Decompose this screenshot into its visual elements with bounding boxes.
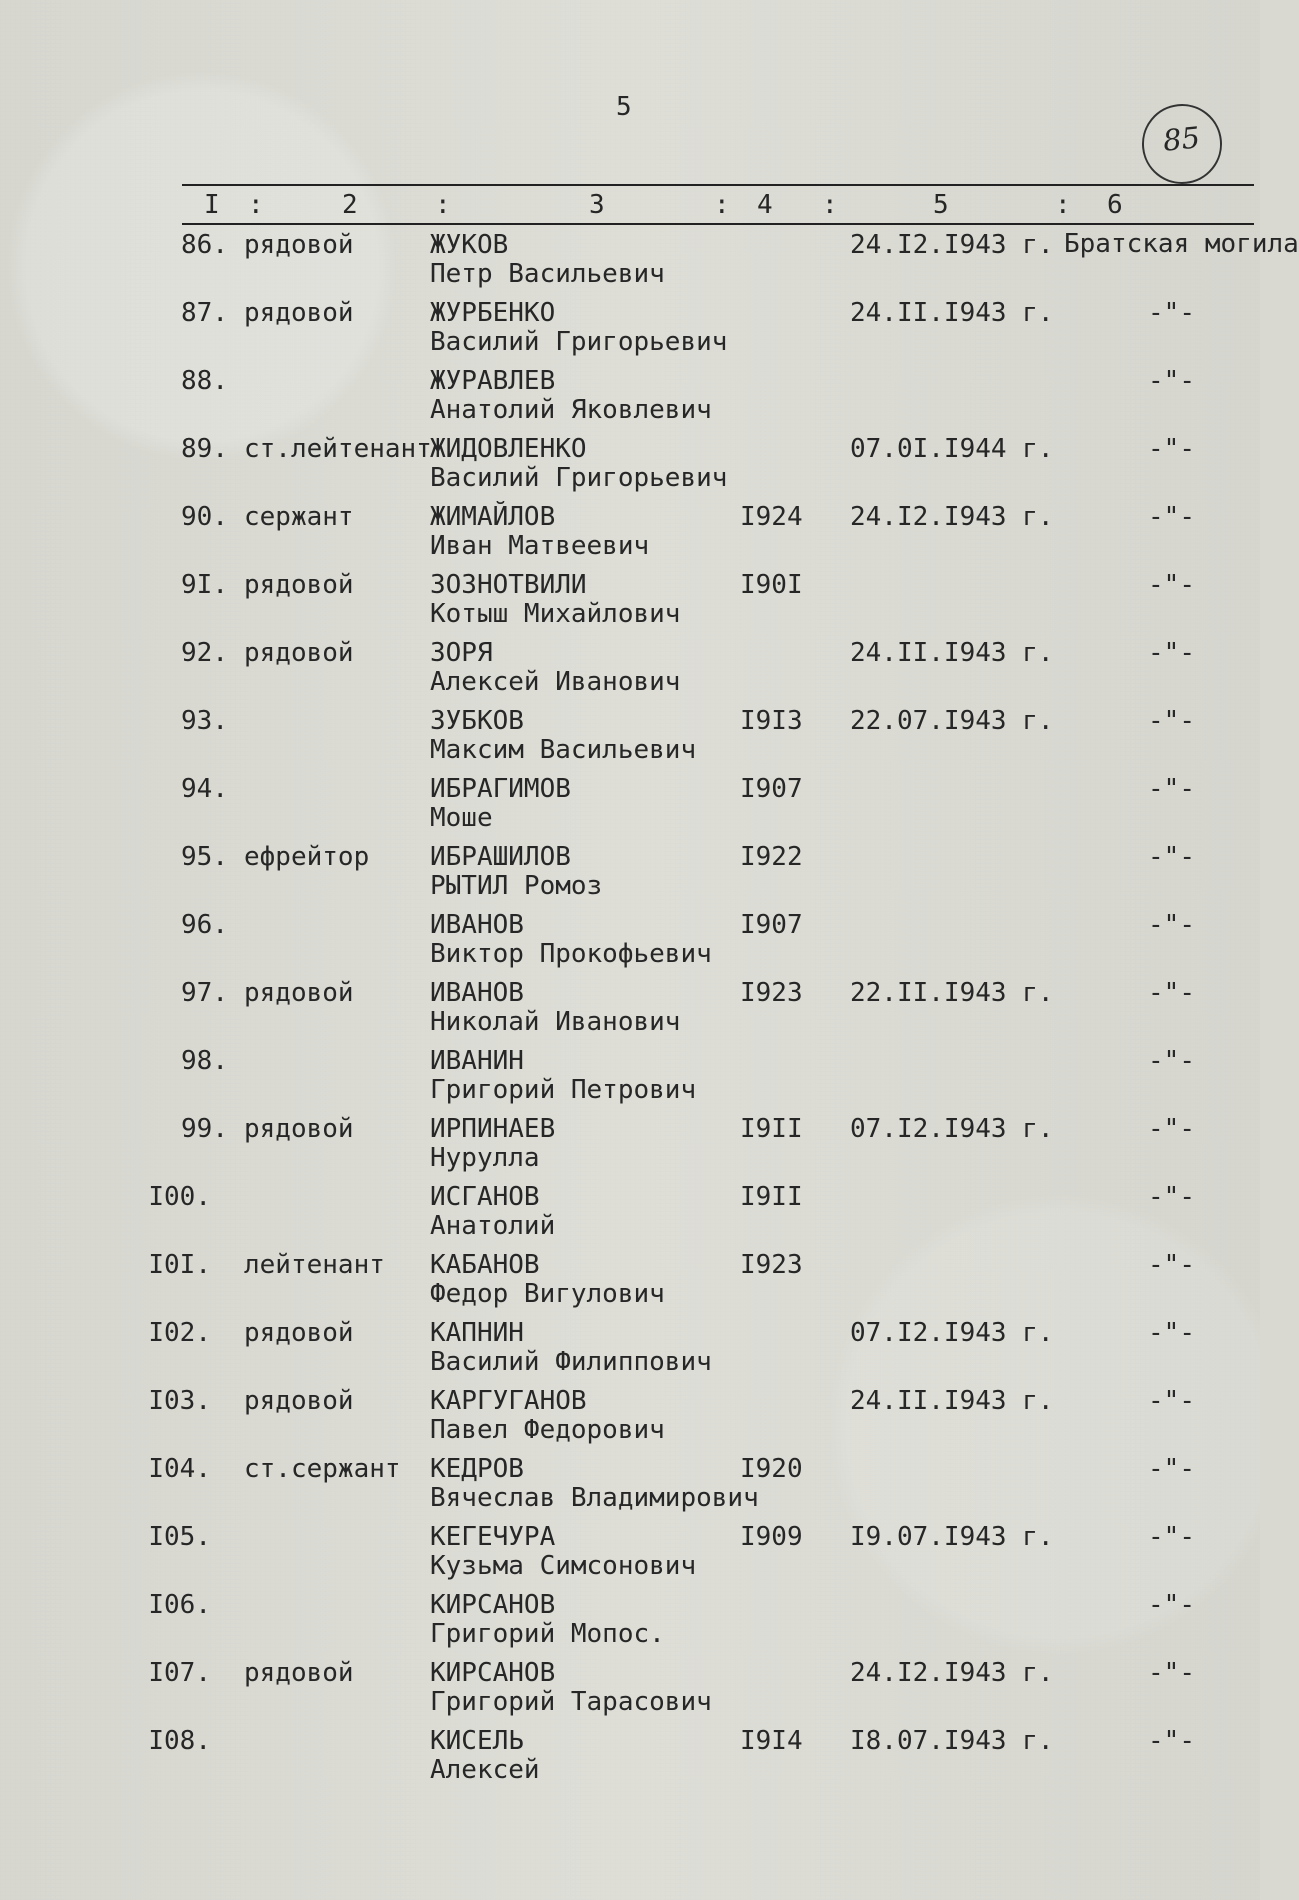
birth-year: I923 — [740, 978, 803, 1008]
birth-year: I923 — [740, 1250, 803, 1280]
military-rank: ст.лейтенант — [244, 434, 432, 464]
record-number: 9I. — [181, 570, 228, 600]
given-name: Павел Федорович — [430, 1415, 665, 1445]
burial-place: -"- — [1148, 1386, 1195, 1416]
burial-place: Братская могила — [1064, 229, 1299, 259]
death-date: 24.II.I943 г. — [850, 1386, 1054, 1416]
record-row — [0, 638, 1260, 706]
column-header-3: 3 — [589, 190, 605, 220]
record-number: 86. — [181, 230, 228, 260]
record-number: 90. — [181, 502, 228, 532]
military-rank: рядовой — [244, 230, 354, 260]
column-header-5: 5 — [933, 190, 949, 220]
given-name: Николай Иванович — [430, 1007, 681, 1037]
record-row — [0, 1522, 1260, 1590]
given-name: Нурулла — [430, 1143, 540, 1173]
record-row — [0, 229, 1299, 298]
death-date: 07.I2.I943 г. — [850, 1318, 1054, 1348]
surname: КЕДРОВ — [430, 1454, 524, 1484]
record-number: I08. — [148, 1726, 211, 1756]
military-rank: рядовой — [244, 1386, 354, 1416]
record-row — [0, 1250, 1260, 1318]
record-number: 94. — [181, 774, 228, 804]
death-date: 07.I2.I943 г. — [850, 1114, 1054, 1144]
burial-place: -"- — [1148, 1250, 1195, 1280]
column-separator-4: : — [822, 190, 838, 220]
death-date: 24.II.I943 г. — [850, 298, 1054, 328]
military-rank: рядовой — [244, 638, 354, 668]
record-number: I0I. — [148, 1250, 211, 1280]
burial-record-list — [0, 229, 1299, 1785]
burial-place: -"- — [1148, 706, 1195, 736]
given-name: Григорий Тарасович — [430, 1687, 712, 1717]
column-separator-5: : — [1055, 190, 1071, 220]
given-name: Григорий Мопос. — [430, 1619, 665, 1649]
surname: ИСГАНОВ — [430, 1182, 540, 1212]
record-number: I07. — [148, 1658, 211, 1688]
burial-place: -"- — [1148, 1318, 1195, 1348]
burial-place: -"- — [1148, 1658, 1195, 1688]
record-row — [0, 298, 1260, 366]
given-name: Виктор Прокофьевич — [430, 939, 712, 969]
burial-place: -"- — [1148, 1726, 1195, 1756]
record-row — [0, 842, 1260, 910]
burial-place: -"- — [1148, 774, 1195, 804]
column-header-2: 2 — [342, 190, 358, 220]
given-name: Моше — [430, 803, 493, 833]
death-date: 24.I2.I943 г. — [850, 230, 1054, 260]
record-row — [0, 1318, 1260, 1386]
death-date: 07.0I.I944 г. — [850, 434, 1054, 464]
record-row — [0, 910, 1260, 978]
military-rank: ст.сержант — [244, 1454, 401, 1484]
burial-place: -"- — [1148, 638, 1195, 668]
given-name: РЫТИЛ Ромоз — [430, 871, 603, 901]
given-name: Федор Вигулович — [430, 1279, 665, 1309]
given-name: Алексей — [430, 1755, 540, 1785]
military-rank: рядовой — [244, 1658, 354, 1688]
given-name: Максим Васильевич — [430, 735, 697, 765]
burial-place: -"- — [1148, 298, 1195, 328]
birth-year: I909 — [740, 1522, 803, 1552]
death-date: I9.07.I943 г. — [850, 1522, 1054, 1552]
birth-year: I9II — [740, 1114, 803, 1144]
death-date: 22.II.I943 г. — [850, 978, 1054, 1008]
birth-year: I924 — [740, 502, 803, 532]
surname: ЗОРЯ — [430, 638, 493, 668]
record-number: I03. — [148, 1386, 211, 1416]
death-date: 24.I2.I943 г. — [850, 1658, 1054, 1688]
surname: ИВАНОВ — [430, 978, 524, 1008]
record-row — [0, 978, 1260, 1046]
record-number: 87. — [181, 298, 228, 328]
column-header-4: 4 — [757, 190, 773, 220]
death-date: 24.II.I943 г. — [850, 638, 1054, 668]
surname: ЗУБКОВ — [430, 706, 524, 736]
record-number: 99. — [181, 1114, 228, 1144]
surname: ЖУРАВЛЕВ — [430, 366, 556, 396]
column-header-row — [0, 190, 1260, 220]
table-header-bottom-rule — [182, 223, 1254, 225]
record-number: 96. — [181, 910, 228, 940]
surname: ИВАНИН — [430, 1046, 524, 1076]
surname: ИВАНОВ — [430, 910, 524, 940]
military-rank: рядовой — [244, 1318, 354, 1348]
record-row — [0, 1046, 1260, 1114]
column-separator-1: : — [248, 190, 264, 220]
record-row — [0, 570, 1260, 638]
given-name: Василий Григорьевич — [430, 327, 728, 357]
record-number: 98. — [181, 1046, 228, 1076]
surname: ЖУКОВ — [430, 230, 509, 260]
given-name: Кузьма Симсонович — [430, 1551, 697, 1581]
record-row — [0, 1114, 1260, 1182]
birth-year: I9I4 — [740, 1726, 803, 1756]
column-separator-3: : — [714, 190, 730, 220]
record-row — [0, 1658, 1260, 1726]
military-rank: ефрейтор — [244, 842, 370, 872]
column-separator-2: : — [435, 190, 451, 220]
given-name: Вячеслав Владимирович — [430, 1483, 759, 1513]
surname: ИРПИНАЕВ — [430, 1114, 556, 1144]
surname: КИРСАНОВ — [430, 1590, 556, 1620]
column-header-6: 6 — [1107, 190, 1123, 220]
burial-place: -"- — [1148, 570, 1195, 600]
burial-place: -"- — [1148, 1522, 1195, 1552]
birth-year: I922 — [740, 842, 803, 872]
surname: КАПНИН — [430, 1318, 524, 1348]
given-name: Петр Васильевич — [430, 259, 665, 289]
burial-place: -"- — [1148, 1182, 1195, 1212]
page-number: 5 — [616, 92, 632, 122]
burial-place: -"- — [1148, 1590, 1195, 1620]
record-row — [0, 366, 1260, 434]
record-number: 92. — [181, 638, 228, 668]
burial-place: -"- — [1148, 1046, 1195, 1076]
surname: КАБАНОВ — [430, 1250, 540, 1280]
birth-year: I9II — [740, 1182, 803, 1212]
record-row — [0, 1182, 1260, 1250]
given-name: Иван Матвеевич — [430, 531, 650, 561]
given-name: Алексей Иванович — [430, 667, 681, 697]
surname: КИРСАНОВ — [430, 1658, 556, 1688]
record-row — [0, 502, 1260, 570]
record-number: I02. — [148, 1318, 211, 1348]
military-rank: рядовой — [244, 978, 354, 1008]
record-row — [0, 774, 1260, 842]
table-header-top-rule — [182, 184, 1254, 186]
surname: КАРГУГАНОВ — [430, 1386, 587, 1416]
archive-page-number: 85 — [1161, 120, 1202, 158]
birth-year: I920 — [740, 1454, 803, 1484]
death-date: I8.07.I943 г. — [850, 1726, 1054, 1756]
record-number: I04. — [148, 1454, 211, 1484]
burial-place: -"- — [1148, 978, 1195, 1008]
military-rank: лейтенант — [244, 1250, 385, 1280]
column-header-1: I — [204, 190, 220, 220]
surname: ЖИМАЙЛОВ — [430, 502, 556, 532]
military-rank: сержант — [244, 502, 354, 532]
burial-place: -"- — [1148, 434, 1195, 464]
military-rank: рядовой — [244, 298, 354, 328]
surname: КИСЕЛЬ — [430, 1726, 524, 1756]
surname: ЗОЗНОТВИЛИ — [430, 570, 587, 600]
burial-place: -"- — [1148, 910, 1195, 940]
record-row — [0, 1386, 1260, 1454]
record-number: 97. — [181, 978, 228, 1008]
burial-place: -"- — [1148, 1114, 1195, 1144]
burial-place: -"- — [1148, 366, 1195, 396]
record-row — [0, 1454, 1260, 1522]
record-number: 89. — [181, 434, 228, 464]
surname: ЖУРБЕНКО — [430, 298, 556, 328]
record-row — [0, 1590, 1260, 1658]
birth-year: I907 — [740, 774, 803, 804]
given-name: Котыш Михайлович — [430, 599, 681, 629]
record-number: I05. — [148, 1522, 211, 1552]
death-date: 24.I2.I943 г. — [850, 502, 1054, 532]
given-name: Василий Филиппович — [430, 1347, 712, 1377]
military-rank: рядовой — [244, 570, 354, 600]
burial-place: -"- — [1148, 842, 1195, 872]
military-rank: рядовой — [244, 1114, 354, 1144]
surname: КЕГЕЧУРА — [430, 1522, 556, 1552]
given-name: Анатолий — [430, 1211, 556, 1241]
record-number: I06. — [148, 1590, 211, 1620]
record-row — [0, 706, 1260, 774]
birth-year: I9I3 — [740, 706, 803, 736]
surname: ИБРАШИЛОВ — [430, 842, 571, 872]
given-name: Анатолий Яковлевич — [430, 395, 712, 425]
surname: ЖИДОВЛЕНКО — [430, 434, 587, 464]
birth-year: I907 — [740, 910, 803, 940]
record-number: 88. — [181, 366, 228, 396]
birth-year: I90I — [740, 570, 803, 600]
burial-place: -"- — [1148, 502, 1195, 532]
record-row — [0, 1726, 1260, 1794]
record-number: I00. — [148, 1182, 211, 1212]
record-number: 93. — [181, 706, 228, 736]
burial-place: -"- — [1148, 1454, 1195, 1484]
record-number: 95. — [181, 842, 228, 872]
archive-page-stamp — [1138, 100, 1226, 188]
death-date: 22.07.I943 г. — [850, 706, 1054, 736]
record-row — [0, 434, 1260, 502]
surname: ИБРАГИМОВ — [430, 774, 571, 804]
given-name: Григорий Петрович — [430, 1075, 697, 1105]
given-name: Василий Григорьевич — [430, 463, 728, 493]
